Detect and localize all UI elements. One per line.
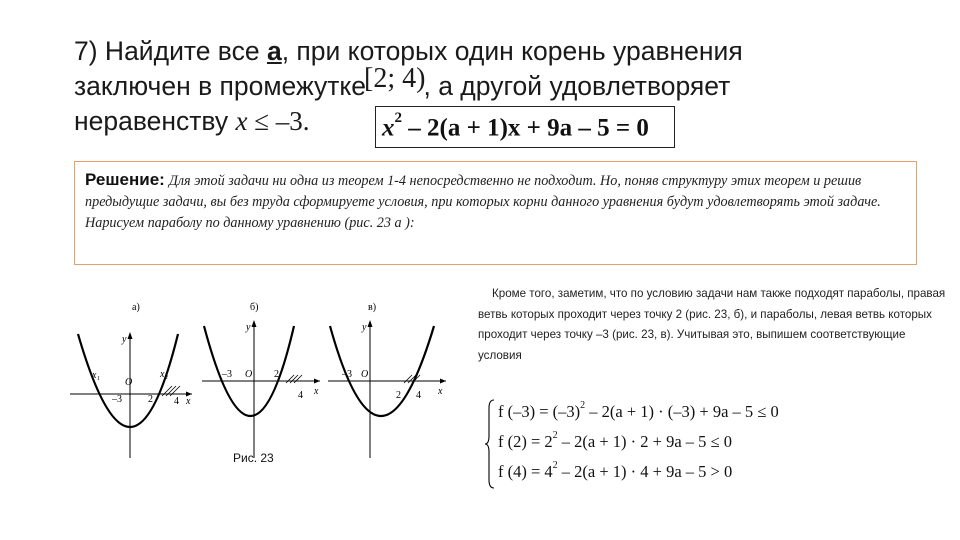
equation-rest: – 2(a + 1)x + 9a – 5 = 0	[402, 114, 649, 142]
panel-b	[202, 302, 320, 458]
y-label: y	[122, 334, 127, 345]
row-text: – 2(a + 1) · 4 + 9a – 5 > 0	[557, 462, 733, 481]
problem-line-1	[74, 34, 894, 69]
solution-text: Для этой задачи ни одна из теорем 1-4 непосредственно не подходит. Но, поняв структуру этих теорем и решив предыдущие задачи, вы без труда сформируете условия, при которых корни данного уравнения будут удовлетворять этой задаче. Нарисуем параболу по данному уравнению (рис. 23 а ):	[85, 173, 881, 231]
system-row-3	[498, 459, 733, 482]
y-axis-arrow	[368, 320, 373, 327]
origin-label: O	[125, 377, 133, 388]
problem-line-2	[74, 63, 894, 104]
inequality-var: x	[235, 106, 248, 136]
tick-label: 2	[274, 369, 279, 380]
tick-label: 4	[298, 390, 303, 401]
hatch	[286, 375, 294, 383]
tick-label: 2	[148, 394, 153, 405]
origin-label: O	[361, 369, 369, 380]
inequality-system	[478, 398, 818, 490]
row-text: f (2) = 2	[498, 432, 553, 451]
row-text: – 2(a + 1) · (–3) + 9a – 5 ≤ 0	[585, 402, 779, 421]
problem-text: , при которых один корень уравнения	[281, 36, 743, 66]
solution-box	[74, 161, 917, 265]
row-text: f (4) = 4	[498, 462, 553, 481]
system-row-1	[498, 399, 779, 422]
hatch	[404, 375, 412, 383]
tick-label: –3	[222, 369, 232, 380]
row-exponent: 2	[552, 429, 558, 441]
tick-label: –3	[342, 369, 352, 380]
row-exponent: 2	[552, 459, 558, 471]
y-label: y	[246, 322, 251, 333]
conditions-paragraph: Кроме того, заметим, что по условию задачи нам также подходят параболы, правая ветвь которых проходит через точку 2 (рис. 23, б), и параболы, левая ветвь которых проходит через точку –3 (рис. 23, в). Учитывая это, выпишем соответствующие условия	[478, 287, 946, 362]
x-axis-label: x	[314, 386, 319, 397]
equation-x: x	[382, 114, 395, 142]
x-axis-label: x	[438, 386, 443, 397]
parabola-figure	[70, 296, 450, 466]
equation-box	[375, 106, 675, 148]
panel-c	[328, 302, 446, 458]
panel-label: б)	[250, 302, 259, 313]
x-axis-arrow	[440, 379, 446, 384]
y-axis-arrow	[128, 332, 133, 339]
panel-a	[70, 302, 192, 458]
tick-label: 4	[416, 390, 421, 401]
row-text: – 2(a + 1) · 2 + 9a – 5 ≤ 0	[557, 432, 732, 451]
system-row-2	[498, 429, 732, 452]
inequality-rest: ≤ –3.	[247, 106, 310, 136]
problem-text: , а другой удовлетворяет	[423, 71, 731, 101]
figure-caption: Рис. 23	[233, 451, 274, 465]
solution-heading: Решение:	[85, 170, 165, 189]
problem-text: неравенству	[74, 106, 236, 136]
row-text: f (–3) = (–3)	[498, 402, 581, 421]
x1-label: x₁	[92, 370, 100, 381]
row-exponent: 2	[580, 399, 586, 411]
problem-text: заключен в промежутке	[74, 71, 367, 101]
hatch	[294, 375, 302, 383]
inequality	[236, 106, 310, 136]
conditions-text	[478, 284, 950, 366]
tick-label: –3	[112, 394, 122, 405]
origin-label: O	[245, 369, 253, 380]
y-label: y	[362, 322, 367, 333]
tick-label: 4	[174, 396, 179, 407]
system-brace	[484, 398, 496, 490]
interval: [2; 4)	[364, 63, 426, 94]
tick-label: 2	[396, 390, 401, 401]
x2-label: x₂	[160, 369, 168, 380]
x-axis-label: x	[186, 396, 191, 407]
panel-label: в)	[368, 302, 377, 313]
problem-text: 7) Найдите все	[74, 36, 267, 66]
panel-label: а)	[132, 302, 140, 313]
y-axis-arrow	[252, 320, 257, 327]
parameter-a: а	[266, 36, 282, 66]
x-axis-arrow	[314, 379, 320, 384]
hatch	[290, 375, 298, 383]
equation-exponent: 2	[394, 110, 402, 126]
